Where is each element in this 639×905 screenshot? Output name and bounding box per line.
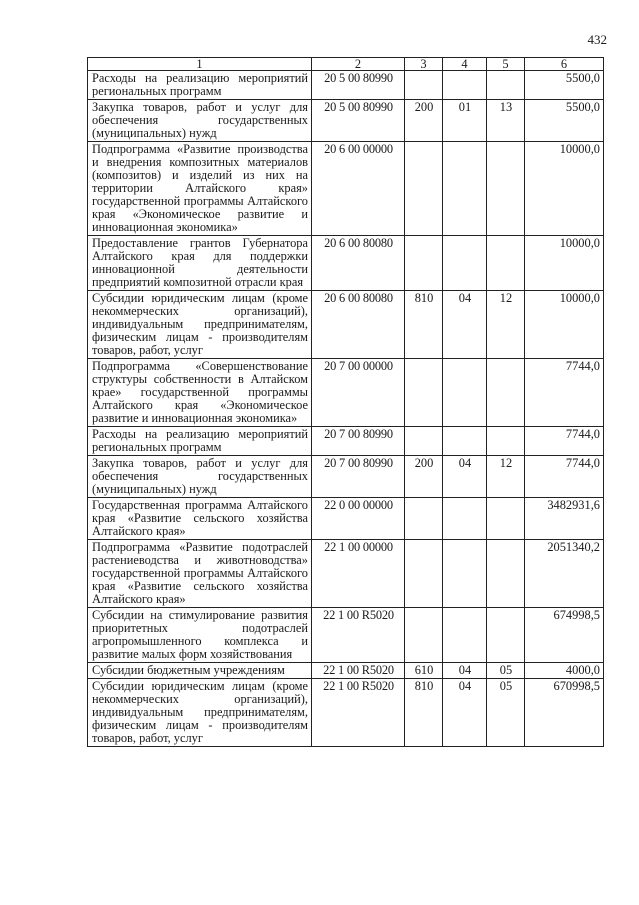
column-header: 5 [487,58,525,71]
row-amount-cell: 10000,0 [525,236,604,291]
row-name-cell: Закупка товаров, работ и услуг для обеспечения государственных (муниципальных) нужд [88,100,312,142]
row-name-cell: Расходы на реализацию мероприятий региональных программ [88,71,312,100]
row-code-cell: 22 1 00 00000 [312,540,405,608]
row-amount-cell: 3482931,6 [525,498,604,540]
row-amount-cell: 10000,0 [525,142,604,236]
row-amount-cell: 7744,0 [525,456,604,498]
row-amount-cell: 10000,0 [525,291,604,359]
row-col3-cell [405,498,443,540]
row-col5-cell [487,608,525,663]
row-col3-cell: 810 [405,679,443,747]
row-code-cell: 20 5 00 80990 [312,100,405,142]
budget-table [87,57,604,747]
column-header: 6 [525,58,604,71]
row-col4-cell [443,142,487,236]
table-row [88,100,604,142]
row-col4-cell: 04 [443,679,487,747]
row-col5-cell: 05 [487,663,525,679]
row-code-cell: 20 5 00 80990 [312,71,405,100]
page-number: 432 [587,32,607,47]
row-code-cell: 20 6 00 80080 [312,291,405,359]
row-col4-cell: 04 [443,456,487,498]
row-name-cell: Подпрограмма «Совершенствование структуры собственности в Алтайском крае» государственной программы Алтайского края «Экономическое развитие и инновационная экономика» [88,359,312,427]
row-code-cell: 20 7 00 80990 [312,456,405,498]
row-code-cell: 20 7 00 00000 [312,359,405,427]
column-header: 4 [443,58,487,71]
row-code-cell: 22 0 00 00000 [312,498,405,540]
row-name-cell: Подпрограмма «Развитие производства и внедрения композитных материалов (композитов) и изделий из них на территории Алтайского края» государственной программы Алтайского края «Экономическое развитие и инновационная экономика» [88,142,312,236]
column-header: 1 [88,58,312,71]
row-amount-cell: 5500,0 [525,100,604,142]
table-row [88,291,604,359]
table-row [88,456,604,498]
row-code-cell: 20 6 00 00000 [312,142,405,236]
row-col4-cell [443,71,487,100]
row-col5-cell: 05 [487,679,525,747]
row-name-cell: Предоставление грантов Губернатора Алтайского края для поддержки инновационной деятельности предприятий композитной отрасли края [88,236,312,291]
table-row [88,663,604,679]
row-col4-cell [443,427,487,456]
table-row [88,71,604,100]
table-row [88,427,604,456]
row-col3-cell [405,359,443,427]
row-col4-cell: 01 [443,100,487,142]
row-code-cell: 20 6 00 80080 [312,236,405,291]
row-name-cell: Субсидии бюджетным учреждениям [88,663,312,679]
table-row [88,498,604,540]
row-col5-cell [487,540,525,608]
table-row [88,142,604,236]
row-name-cell: Закупка товаров, работ и услуг для обеспечения государственных (муниципальных) нужд [88,456,312,498]
row-col5-cell: 13 [487,100,525,142]
row-col4-cell [443,359,487,427]
column-header: 2 [312,58,405,71]
table-row [88,679,604,747]
row-col5-cell [487,236,525,291]
row-col3-cell [405,608,443,663]
row-col3-cell: 610 [405,663,443,679]
table-header-row [88,58,604,71]
row-col3-cell [405,236,443,291]
table-row [88,359,604,427]
row-col3-cell: 200 [405,100,443,142]
row-name-cell: Подпрограмма «Развитие подотраслей растениеводства и животноводства» государственной программы Алтайского края «Развитие сельского хозяйства Алтайского края» [88,540,312,608]
row-name-cell: Субсидии юридическим лицам (кроме некоммерческих организаций), индивидуальным предпринимателям, физическим лицам - производителям товаров, работ, услуг [88,679,312,747]
row-code-cell: 22 1 00 R5020 [312,608,405,663]
row-amount-cell: 670998,5 [525,679,604,747]
row-amount-cell: 674998,5 [525,608,604,663]
row-col3-cell [405,142,443,236]
row-col5-cell [487,498,525,540]
row-col4-cell [443,540,487,608]
row-col4-cell [443,236,487,291]
row-code-cell: 20 7 00 80990 [312,427,405,456]
row-col3-cell [405,540,443,608]
row-col5-cell [487,359,525,427]
row-amount-cell: 5500,0 [525,71,604,100]
table-row [88,540,604,608]
row-col4-cell: 04 [443,663,487,679]
row-amount-cell: 2051340,2 [525,540,604,608]
row-code-cell: 22 1 00 R5020 [312,663,405,679]
row-name-cell: Субсидии юридическим лицам (кроме некоммерческих организаций), индивидуальным предпринимателям, физическим лицам - производителям товаров, работ, услуг [88,291,312,359]
row-code-cell: 22 1 00 R5020 [312,679,405,747]
row-col4-cell [443,608,487,663]
row-col3-cell [405,427,443,456]
table-row [88,236,604,291]
row-col5-cell: 12 [487,291,525,359]
row-col3-cell: 810 [405,291,443,359]
row-col5-cell [487,427,525,456]
row-name-cell: Расходы на реализацию мероприятий региональных программ [88,427,312,456]
row-amount-cell: 4000,0 [525,663,604,679]
row-col4-cell [443,498,487,540]
row-col4-cell: 04 [443,291,487,359]
row-name-cell: Субсидии на стимулирование развития приоритетных подотраслей агропромышленного комплекса и развитие малых форм хозяйствования [88,608,312,663]
row-amount-cell: 7744,0 [525,427,604,456]
table-row [88,608,604,663]
row-col3-cell: 200 [405,456,443,498]
row-col5-cell: 12 [487,456,525,498]
row-col3-cell [405,71,443,100]
row-col5-cell [487,71,525,100]
column-header: 3 [405,58,443,71]
row-amount-cell: 7744,0 [525,359,604,427]
row-name-cell: Государственная программа Алтайского края «Развитие сельского хозяйства Алтайского края» [88,498,312,540]
row-col5-cell [487,142,525,236]
